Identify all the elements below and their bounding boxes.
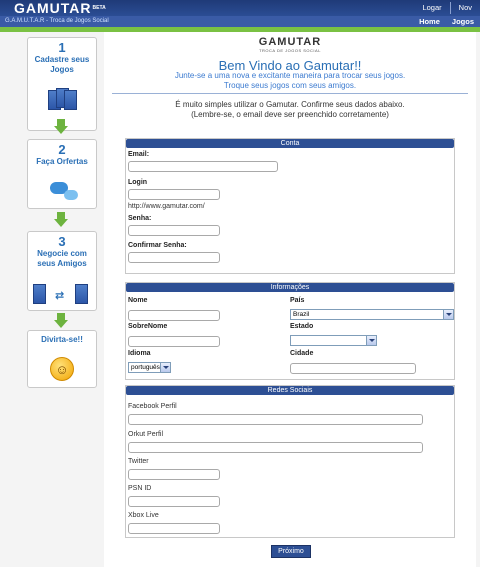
confirm-password-field[interactable]	[128, 252, 220, 263]
chevron-down-icon	[443, 310, 453, 319]
step-3-card	[27, 231, 97, 311]
nav-jogos[interactable]: Jogos	[451, 17, 474, 26]
chevron-down-icon	[160, 363, 170, 372]
psn-field[interactable]	[128, 496, 220, 507]
profile-url-hint: http://www.gamutar.com/	[128, 203, 205, 210]
psn-label: PSN ID	[128, 485, 152, 492]
login-link[interactable]: Logar	[422, 3, 442, 12]
divider	[112, 93, 468, 94]
confirm-password-label: Confirmar Senha:	[128, 242, 187, 249]
step-4-card	[27, 330, 97, 388]
conta-header: Conta	[126, 139, 454, 148]
step-number: 3	[58, 234, 66, 249]
twitter-label: Twitter	[128, 458, 149, 465]
step-label: Faça Orfertas	[36, 157, 88, 166]
site-logo[interactable]: $GAMUTAR^{BETA}$	[14, 0, 106, 16]
nome-field[interactable]	[128, 310, 220, 321]
nav-home[interactable]: Home	[419, 17, 440, 26]
smiley-icon: ☺	[50, 357, 74, 381]
login-label: Login	[128, 179, 148, 186]
nome-label: Nome	[128, 297, 148, 304]
pais-select[interactable]: Brazil	[290, 309, 454, 320]
step-label: Divirta-se!!	[41, 335, 83, 344]
orkut-field[interactable]	[128, 442, 423, 453]
swap-games-icon: ⇄	[33, 282, 93, 306]
new-account-link[interactable]: Nov	[450, 2, 480, 14]
senha-label: Senha:	[128, 215, 152, 222]
step-number: 1	[58, 40, 66, 55]
chevron-down-icon	[366, 336, 376, 345]
sub-bar	[0, 16, 480, 27]
intro-line-2: Troque seus jogos com seus amigos.	[223, 81, 357, 90]
arrow-down-icon	[54, 313, 68, 328]
step-label: Negocie com seus Amigos	[37, 249, 87, 268]
intro-line-1: Junte-se a uma nova e excitante maneira para trocar seus jogos.	[174, 71, 406, 80]
chat-bubbles-icon	[50, 182, 80, 204]
account-links	[414, 2, 480, 14]
mini-logo: GAMUTAR TROCA DE JOGOS SOCIAL	[258, 36, 322, 53]
facebook-field[interactable]	[128, 414, 423, 425]
email-field[interactable]	[128, 161, 278, 172]
xbox-label: Xbox Live	[128, 512, 159, 519]
estado-label: Estado	[290, 323, 314, 330]
step-1-card	[27, 37, 97, 131]
informacoes-section	[125, 282, 455, 380]
password-field[interactable]	[128, 225, 220, 236]
step-2-card	[27, 139, 97, 209]
step-label: Cadastre seus Jogos	[34, 55, 90, 74]
sobrenome-label: SobreNome	[128, 323, 168, 330]
sobrenome-field[interactable]	[128, 336, 220, 347]
redes-sociais-section	[125, 385, 455, 538]
idioma-label: Idioma	[128, 350, 151, 357]
arrow-down-icon	[54, 212, 68, 227]
xbox-field[interactable]	[128, 523, 220, 534]
registration-panel	[104, 32, 476, 567]
redes-sociais-header: Redes Sociais	[126, 386, 454, 395]
cidade-field[interactable]	[290, 363, 416, 374]
info-line-1: É muito simples utilizar o Gamutar. Confirme seus dados abaixo.	[175, 100, 405, 109]
informacoes-header: Informações	[126, 283, 454, 292]
conta-section	[125, 138, 455, 274]
twitter-field[interactable]	[128, 469, 220, 480]
step-number: 2	[58, 142, 66, 157]
arrow-down-icon	[54, 119, 68, 134]
tagline: G.A.M.U.T.A.R - Troca de Jogos Social	[5, 18, 109, 24]
email-label: Email:	[128, 151, 150, 158]
welcome-title: Bem Vindo ao Gamutar!!	[218, 58, 362, 73]
main-nav	[419, 16, 474, 27]
cidade-label: Cidade	[290, 350, 314, 357]
idioma-select[interactable]: português	[128, 362, 171, 373]
estado-select[interactable]	[290, 335, 377, 346]
orkut-label: Orkut Perfil	[128, 431, 164, 438]
top-bar	[0, 0, 480, 16]
pais-label: País	[290, 297, 305, 304]
facebook-label: Facebook Perfil	[128, 403, 177, 410]
info-line-2: (Lembre-se, o email deve ser preenchido corretamente)	[191, 110, 389, 119]
games-icon	[48, 88, 80, 110]
login-field[interactable]	[128, 189, 220, 200]
next-button[interactable]: Próximo	[271, 545, 311, 558]
